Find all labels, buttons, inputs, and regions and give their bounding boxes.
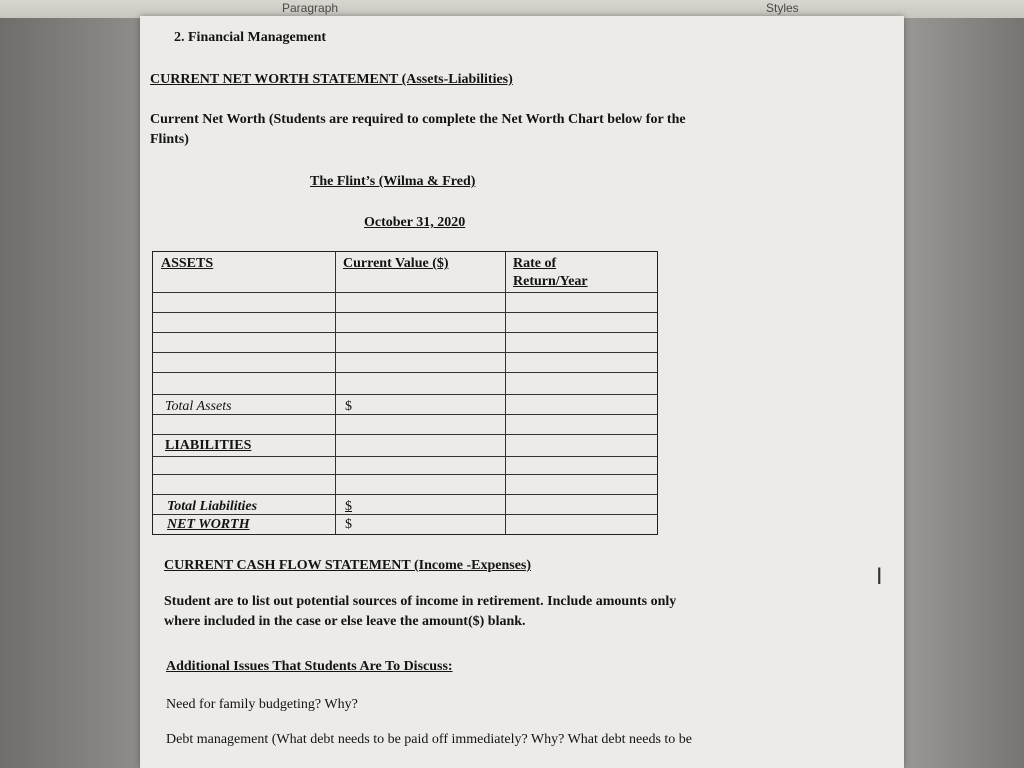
instruction-line-1: Current Net Worth (Students are required to complete the Net Worth Chart below for the: [150, 112, 686, 127]
statement-date: October 31, 2020: [364, 215, 466, 230]
rate-header-line-2: Return/Year: [513, 274, 588, 289]
table-row: [153, 312, 657, 313]
table-row: [153, 494, 657, 495]
column-divider: [335, 252, 336, 534]
net-worth-table[interactable]: [152, 251, 658, 535]
issue-2: Debt management (What debt needs to be paid off immediately? Why? What debt needs to be: [166, 732, 692, 747]
total-assets-label: Total Assets: [165, 399, 232, 414]
net-worth-label: NET WORTH: [167, 517, 250, 532]
cash-flow-line-1: Student are to list out potential sources of income in retirement. Include amounts only: [164, 594, 677, 609]
table-row: [153, 394, 657, 395]
table-row: [153, 434, 657, 435]
column-divider: [505, 252, 506, 534]
left-margin: [0, 18, 140, 768]
table-row: [153, 332, 657, 333]
total-assets-value[interactable]: $: [345, 399, 352, 414]
assets-header: ASSETS: [161, 256, 214, 271]
table-row: [153, 292, 657, 293]
current-value-header: Current Value ($): [343, 256, 449, 271]
table-row: [153, 474, 657, 475]
table-row: [153, 372, 657, 373]
total-liabilities-value[interactable]: $: [345, 499, 352, 514]
rate-header-line-1: Rate of: [513, 256, 557, 271]
text-cursor-icon: I: [876, 565, 883, 590]
table-row: [153, 456, 657, 457]
section-heading: 2. Financial Management: [174, 30, 327, 45]
net-worth-value[interactable]: $: [345, 517, 352, 532]
liabilities-label: LIABILITIES: [165, 438, 252, 453]
document-page[interactable]: [140, 16, 904, 768]
issue-1: Need for family budgeting? Why?: [166, 697, 358, 712]
cash-flow-heading: CURRENT CASH FLOW STATEMENT (Income -Expenses): [164, 558, 532, 573]
family-title: The Flint’s (Wilma & Fred): [310, 174, 476, 189]
cash-flow-line-2: where included in the case or else leave the amount($) blank.: [164, 614, 526, 629]
table-row: [153, 352, 657, 353]
issues-heading: Additional Issues That Students Are To Discuss:: [166, 659, 453, 674]
right-margin: [904, 18, 1024, 768]
paragraph-group-label[interactable]: Paragraph: [282, 1, 339, 15]
styles-group-label[interactable]: Styles: [766, 1, 799, 15]
net-worth-heading: CURRENT NET WORTH STATEMENT (Assets-Liabilities): [150, 72, 513, 87]
instruction-line-2: Flints): [150, 132, 189, 147]
total-liabilities-label: Total Liabilities: [167, 499, 258, 514]
